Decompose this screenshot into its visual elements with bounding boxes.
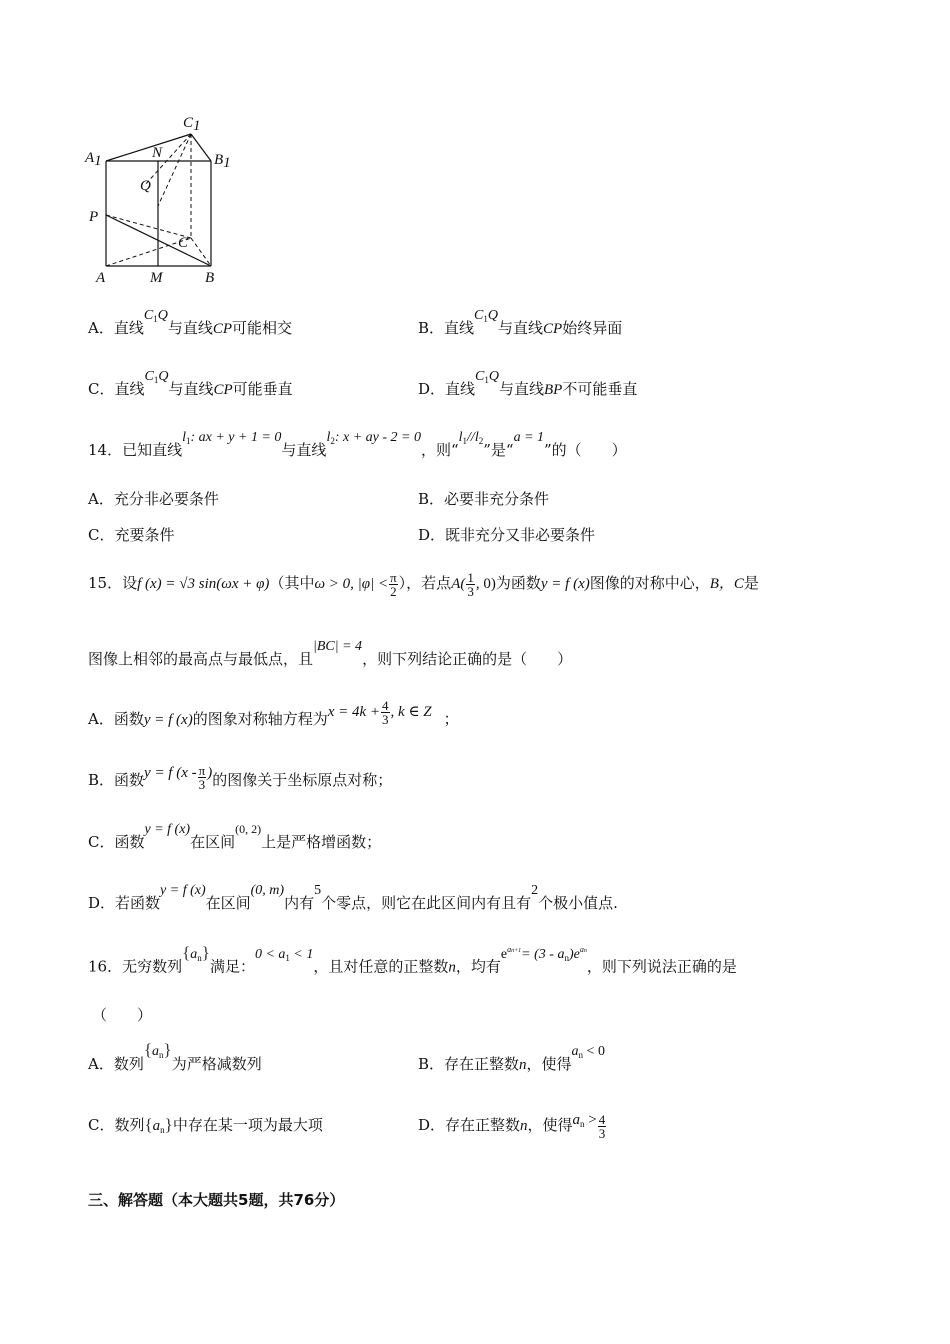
label-p: P	[89, 209, 99, 225]
l1-equation: $l_1$: ax + y + 1 = 0	[182, 430, 282, 446]
an-lt-0: $a_n < 0$	[571, 1044, 605, 1060]
q16-option-d[interactable]: D．存在正整数n，使得$a_n$ > $\frac{4}{3}$	[418, 1111, 606, 1141]
yfx-expr: y = f (x)	[143, 712, 193, 728]
function-def: f (x) = √3 sin(ωx + φ)	[137, 576, 270, 592]
option-text: B．直线	[418, 319, 475, 337]
q15-stem-line1: 15．设f (x) = √3 sin(ωx + φ)（其中ω > 0, |φ| < $\frac{\pi}{2}$ ），若点A( $\frac{1}{3}$ , 0)为函数y = f (x)图像的对称中心，B，C是	[88, 569, 759, 599]
yfx-expr: y = f (x)	[540, 576, 590, 592]
q14-option-b[interactable]: B．必要非充分条件	[418, 490, 550, 508]
four-thirds: $\frac{4}{3}$	[382, 697, 389, 727]
bc-abs: |BC| = 4	[313, 639, 363, 654]
label-n: N	[152, 145, 163, 161]
interval-expr: (0, 2)	[235, 822, 262, 836]
option-text: 不可能垂直	[562, 380, 638, 398]
label-a1: A1	[85, 150, 102, 169]
initial-cond: $0 < a_1 < 1$	[254, 946, 314, 963]
q15-option-b[interactable]: B．函数y = f (x - $\frac{\pi}{3}$ )的图像关于坐标原点对称；	[88, 762, 393, 792]
label-c: C	[178, 235, 189, 251]
prism-figure	[80, 108, 240, 290]
q15-option-a[interactable]: A．函数y = f (x)的图象对称轴方程为x = 4k + $\frac{4}{3}$ , k ∈ Z ；	[88, 697, 459, 728]
label-m: M	[150, 270, 163, 286]
option-text: 与直线	[168, 380, 214, 398]
yfx-expr: y = f (x)	[160, 883, 206, 898]
option-text: A．直线	[88, 319, 144, 337]
recurrence: $e^{an+1}= (3 - a_n)e^{an}$	[500, 945, 587, 963]
q14-option-c[interactable]: C．充要条件	[88, 526, 175, 544]
q14-option-d[interactable]: D．既非充分又非必要条件	[418, 526, 596, 544]
edge-c1-b1	[191, 134, 211, 161]
cond-expr: a = 1	[513, 430, 545, 445]
interval-expr: (0, m)	[250, 883, 285, 898]
q14-stem: 14．已知直线$l_1$: ax + y + 1 = 0与直线$l_2$: x + ay - 2 = 0，则“$l_1//l_2$”是“a = 1”的（ ）	[88, 430, 627, 459]
q13-option-c[interactable]	[88, 369, 293, 404]
pi-over-2: $\frac{\pi}{2}$	[390, 569, 397, 599]
option-text: 与直线	[498, 319, 544, 337]
parallel-expr: $l_1//l_2$	[458, 430, 484, 446]
four-thirds: $\frac{4}{3}$	[598, 1111, 606, 1141]
yfx-expr: y = f (x)	[144, 822, 191, 837]
label-b: B	[205, 270, 215, 286]
option-text: C．直线	[88, 380, 145, 398]
q16-stem: 16．无穷数列$\{a_n\}$满足：$0 < a_1 < 1$，且对任意的正整数n，均有$e^{an+1}= (3 - a_n)e^{an}$，则下列说法正确的是	[88, 942, 737, 976]
dashed-c1-m	[158, 134, 191, 206]
sequence-an: $\{a_n\}$	[144, 1115, 173, 1135]
cp-expr: CP	[213, 382, 233, 398]
option-text: 与直线	[499, 380, 545, 398]
option-text: 始终异面	[562, 319, 623, 337]
c1q-expr: $C_1Q$	[144, 369, 169, 385]
cp-expr: CP	[212, 321, 232, 337]
q13-option-d[interactable]	[418, 369, 638, 404]
label-q: Q	[140, 178, 151, 194]
q16-option-c[interactable]: C．数列$\{a_n\}$中存在某一项为最大项	[88, 1115, 323, 1135]
sequence-an: $\{a_n\}$	[182, 942, 210, 963]
label-a: A	[96, 270, 106, 286]
option-text: 可能垂直	[232, 380, 293, 398]
option-text: 可能相交	[232, 319, 293, 337]
q15-option-d[interactable]: D．若函数y = f (x)在区间(0, m)内有5个零点，则它在此区间内有且有2个极小值点.	[88, 883, 618, 912]
q14-option-a[interactable]: A．充分非必要条件	[88, 490, 219, 508]
option-text: 与直线	[167, 319, 213, 337]
edge-a1-c1	[106, 134, 191, 161]
point-a: A(	[451, 576, 466, 592]
an-gt-4-3: $a_n$ >	[572, 1112, 597, 1129]
cp-expr: CP	[543, 321, 563, 337]
c1q-expr: $C_1Q$	[143, 308, 168, 324]
one-third: $\frac{1}{3}$	[467, 569, 474, 599]
q16-option-b[interactable]: B．存在正整数n，使得$a_n < 0$	[418, 1044, 605, 1073]
c1q-expr: $C_1Q$	[474, 308, 498, 324]
q15-stem-line2: 图像上相邻的最高点与最低点，且|BC| = 4，则下列结论正确的是（ ）	[88, 639, 573, 668]
q13-option-b[interactable]	[418, 308, 623, 343]
bp-expr: BP	[544, 382, 563, 398]
q16-option-a[interactable]: A．数列$\{a_n\}$为严格减数列	[88, 1040, 262, 1073]
omega-cond: ω > 0, |φ| <	[314, 576, 389, 592]
l2-equation: $l_2$: x + ay - 2 = 0	[326, 430, 421, 446]
q13-option-a[interactable]	[88, 308, 293, 343]
option-text: D．直线	[418, 380, 476, 398]
section-3-heading: 三、解答题（本大题共5题，共76分）	[88, 1191, 345, 1209]
pi-over-3: $\frac{\pi}{3}$	[198, 762, 206, 792]
c1q-expr: $C_1Q$	[475, 369, 499, 385]
q15-option-c[interactable]: C．函数y = f (x)在区间$^{(0, 2)}$上是严格增函数；	[88, 822, 382, 851]
q16-paren: （ ）	[92, 1006, 153, 1024]
label-b1: B1	[214, 152, 231, 171]
label-c1: C1	[183, 115, 201, 134]
sequence-an: $\{a_n\}$	[143, 1040, 172, 1060]
